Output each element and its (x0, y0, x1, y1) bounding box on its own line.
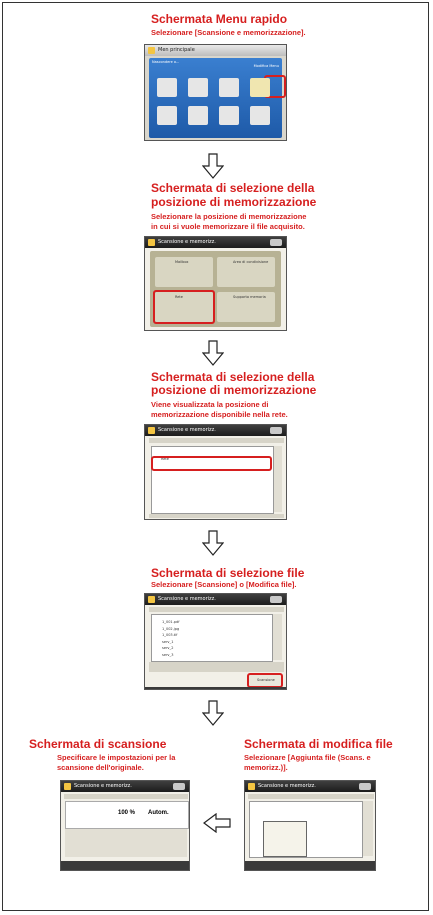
network-highlight[interactable] (153, 290, 215, 324)
network-item-highlight[interactable] (151, 456, 272, 471)
file-row[interactable]: serv_3 (162, 652, 174, 657)
file-select-screen-title: Scansione e memorizz. (158, 596, 216, 602)
network-bottom-bar (149, 514, 284, 518)
quick-menu-tile[interactable] (188, 78, 208, 97)
file-edit-titlebar (245, 781, 375, 792)
step1-title: Schermata Menu rapido (151, 12, 288, 26)
file-scrollbar[interactable] (273, 614, 282, 660)
down-arrow-3 (202, 530, 224, 556)
file-select-screenshot (144, 593, 287, 690)
quick-menu-titlebar (145, 45, 286, 56)
quick-menu-subtitle: Nascondere o... (152, 60, 180, 64)
scan-settings-titlebar (61, 781, 189, 792)
quick-menu-tile[interactable] (219, 78, 239, 97)
home-icon (148, 47, 155, 54)
file-info-bar (149, 607, 284, 612)
scan-store-icon (148, 427, 155, 434)
network-titlebar (145, 425, 286, 436)
quick-menu-panel (149, 58, 282, 138)
file-edit-info-bar (248, 794, 374, 799)
step4-desc: Selezionare [Scansione] o [Modifica file]. (151, 580, 297, 589)
location-select-screenshot (144, 236, 287, 331)
quick-menu-screenshot (144, 44, 287, 141)
step2-desc-1: Selezionare la posizione di memorizzazione (151, 212, 307, 221)
scan-settings-options[interactable] (65, 829, 187, 857)
file-row[interactable]: 1_002.jpg (162, 626, 180, 631)
option-memory-label: Supporto memoria (233, 295, 266, 299)
step2-desc-2: in cui si vuole memorizzare il file acquisito. (151, 222, 305, 231)
file-list (151, 614, 273, 662)
scan-settings-info-bar (64, 794, 188, 799)
step6-title: Schermata di modifica file (244, 737, 393, 751)
file-edit-popup[interactable] (263, 821, 307, 857)
left-arrow (203, 813, 231, 833)
close-button[interactable] (270, 596, 282, 603)
zoom-value[interactable]: 100 % (118, 810, 136, 816)
network-item-label: Rete (161, 457, 169, 461)
step5-desc-2: scansione dell'originale. (57, 763, 144, 772)
option-shared-label: Area di condivisione (233, 260, 269, 264)
scan-settings-screen-title: Scansione e memorizz. (74, 783, 132, 789)
step3-desc-2: memorizzazione disponibile nella rete. (151, 410, 288, 419)
scan-settings-screenshot (60, 780, 190, 871)
option-memory-media[interactable] (217, 292, 275, 322)
step3-title-1: Schermata di selezione della (151, 370, 315, 384)
step2-title-2: posizione di memorizzazione (151, 195, 317, 209)
step4-title: Schermata di selezione file (151, 566, 305, 580)
scan-button-highlight[interactable] (247, 673, 283, 688)
close-button[interactable] (270, 427, 282, 434)
quick-menu-tile[interactable] (157, 106, 177, 125)
scan-button-label: Scansione (257, 678, 275, 682)
step3-desc-1: Viene visualizzata la posizione di (151, 400, 269, 409)
file-edit-footer (245, 861, 376, 871)
close-button[interactable] (270, 239, 282, 246)
file-footer-bar (145, 687, 287, 690)
close-button[interactable] (173, 783, 185, 790)
option-mailbox-label: Mailbox (175, 260, 189, 264)
scan-settings-footer (61, 861, 190, 871)
network-location-screenshot (144, 424, 287, 520)
step6-desc-2: memorizz.)]. (244, 763, 288, 772)
close-button[interactable] (359, 783, 371, 790)
step1-desc: Selezionare [Scansione e memorizzazione]. (151, 28, 306, 37)
file-edit-screen-title: Scansione e memorizz. (258, 783, 316, 789)
network-screen-title: Scansione e memorizz. (158, 427, 216, 433)
down-arrow-2 (202, 340, 224, 366)
network-scrollbar[interactable] (274, 446, 282, 512)
file-action-bar (149, 662, 284, 672)
quick-menu-tile[interactable] (157, 78, 177, 97)
quick-menu-tile[interactable] (250, 78, 270, 97)
step3-title-2: posizione di memorizzazione (151, 383, 317, 397)
density-value[interactable]: Autom. (148, 810, 169, 816)
down-arrow-1 (202, 153, 224, 179)
file-row[interactable]: 1_003.tif (162, 633, 178, 637)
option-network-label: Rete (175, 295, 183, 299)
file-row[interactable]: serv_2 (162, 646, 174, 650)
file-row[interactable]: serv_1 (162, 639, 174, 644)
scan-store-icon (64, 783, 71, 790)
scan-store-icon (148, 596, 155, 603)
scan-settings-panel (65, 801, 189, 829)
step5-title: Schermata di scansione (29, 737, 167, 751)
step6-desc-1: Selezionare [Aggiunta file (Scans. e (244, 753, 371, 762)
option-shared-area[interactable] (217, 257, 275, 287)
scan-store-icon (248, 783, 255, 790)
location-titlebar (145, 237, 286, 248)
step2-title-1: Schermata di selezione della (151, 181, 315, 195)
location-screen-title: Scansione e memorizz. (158, 239, 216, 245)
quick-menu-title: Men principale (158, 47, 195, 53)
edit-menu-label[interactable]: Modifica Menu (253, 64, 279, 68)
scan-store-icon (148, 239, 155, 246)
step5-desc-1: Specificare le impostazioni per la (57, 753, 176, 762)
quick-menu-tile[interactable] (250, 106, 270, 125)
file-row[interactable]: 1_001.pdf (162, 620, 180, 624)
network-info-bar (149, 438, 284, 443)
quick-menu-tile[interactable] (219, 106, 239, 125)
file-edit-scrollbar[interactable] (363, 801, 373, 856)
file-edit-screenshot (244, 780, 376, 871)
quick-menu-tile[interactable] (188, 106, 208, 125)
down-arrow-4 (202, 700, 224, 726)
option-mailbox[interactable] (155, 257, 213, 287)
file-select-titlebar (145, 594, 286, 605)
